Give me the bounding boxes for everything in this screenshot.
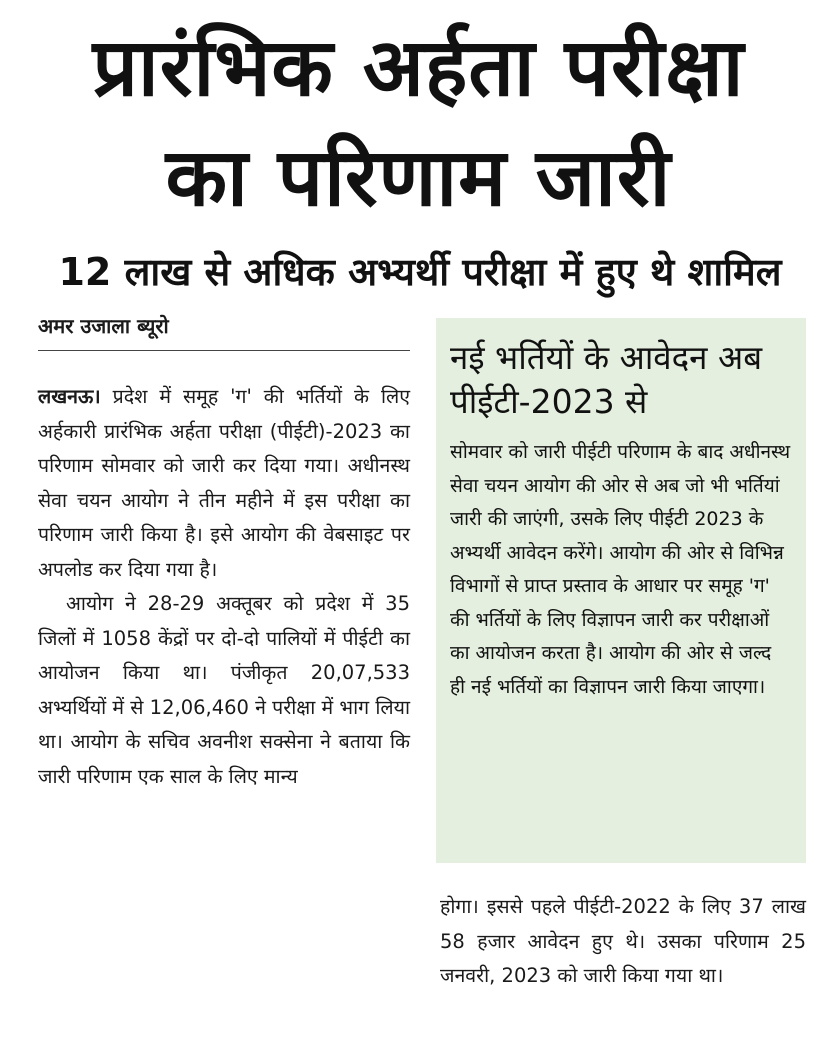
sidebar-title: नई भर्तियों के आवेदन अब पीईटी-2023 से [450,338,763,421]
headline-line-1: प्रारंभिक अर्हता परीक्षा [92,21,745,114]
article-left-column [38,380,410,794]
article-continuation: होगा। इससे पहले पीईटी-2022 के लिए 37 लाख 58 हजार आवेदन हुए थे। उसका परिणाम 25 जनवरी, 2023 को जारी किया गया था। [440,895,806,987]
dateline: लखनऊ। [38,385,101,408]
byline: अमर उजाला ब्यूरो [38,314,169,338]
article-paragraph-1-text: प्रदेश में समूह 'ग' की भर्तियों के लिए अर्हकारी प्रारंभिक अर्हता परीक्षा (पीईटी)-2023 का परिणाम सोमवार को जारी कर दिया गया। अधीनस्थ सेवा चयन आयोग ने तीन महीने में इस परीक्षा का परिणाम जारी किया है। इसे आयोग की वेबसाइट पर अपलोड कर दिया गया है। [38,385,410,581]
article-paragraph-2: आयोग ने 28-29 अक्तूबर को प्रदेश में 35 जिलों में 1058 केंद्रों पर दो-दो पालियों में पीईटी का आयोजन किया था। पंजीकृत 20,07,533 अभ्यर्थियों में से 12,06,460 ने परीक्षा में भाग लिया था। आयोग के सचिव अवनीश सक्सेना ने बताया कि जारी परिणाम एक साल के लिए मान्य [38,592,410,788]
sidebar-body: सोमवार को जारी पीईटी परिणाम के बाद अधीनस्थ सेवा चयन आयोग की ओर से अब जो भी भर्तियां जारी की जाएंगी, उसके लिए पीईटी 2023 के अभ्यर्थी आवेदन करेंगे। आयोग की ओर से विभिन्न विभागों से प्राप्त प्रस्ताव के आधार पर समूह 'ग' की भर्तियों के लिए विज्ञापन जारी कर परीक्षाओं का आयोजन करता है। आयोग की ओर से जल्द ही नई भर्तियों का विज्ञापन जारी किया जाएगा। [450,441,791,698]
subheadline: 12 लाख से अधिक अभ्यर्थी परीक्षा में हुए थे शामिल [58,250,782,294]
article-paragraph-1 [38,380,410,587]
headline-line-2: का परिणाम जारी [165,131,672,224]
sidebar-box [436,318,806,863]
byline-divider [38,350,410,351]
